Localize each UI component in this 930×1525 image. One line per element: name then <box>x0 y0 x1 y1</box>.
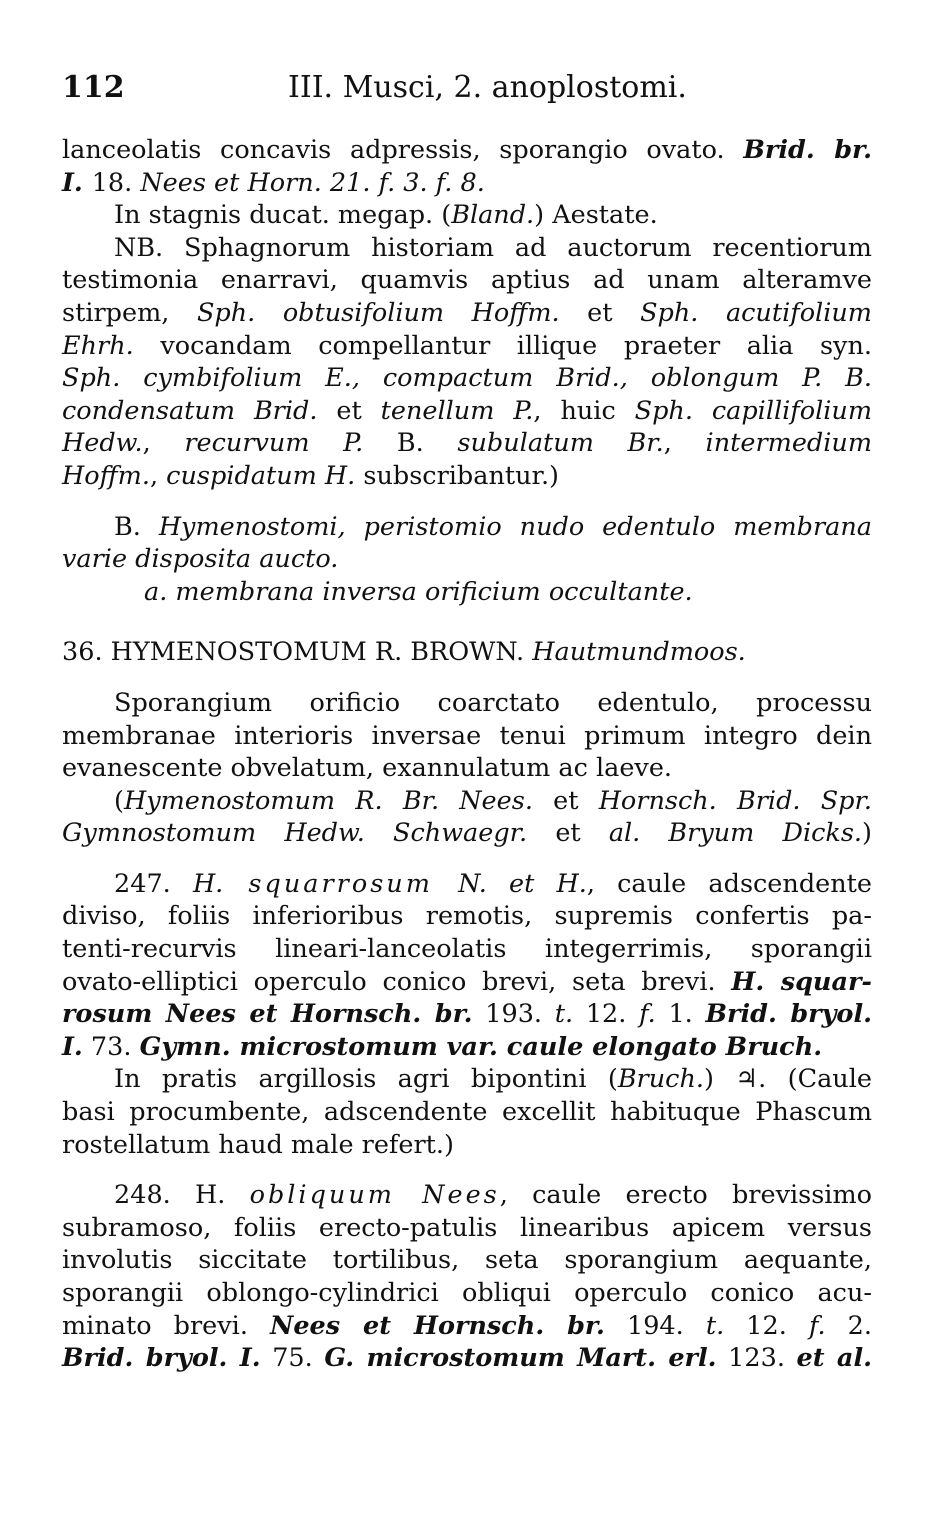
text-line: stirpem, Sph. obtusifolium Hoffm. et Sph. acutifolium <box>62 297 872 328</box>
page-body <box>62 134 872 1375</box>
text-line: membranae interioris inversae tenui primum integro dein <box>62 720 872 751</box>
text-line: ovato-elliptici operculo conico brevi, seta brevi. H. squar- <box>62 966 872 997</box>
page-header <box>62 66 868 110</box>
text-line: Brid. bryol. I. 75. G. microstomum Mart. erl. 123. et al. <box>62 1343 873 1374</box>
running-title: III. Musci, 2. anoplostomi. <box>288 70 687 105</box>
section-heading: B. Hymenostomi, peristomio nudo edentulo membrana <box>114 511 873 542</box>
text-line: I. 73. Gymn. microstomum var. caule elongato Bruch. <box>62 1031 823 1062</box>
spacer <box>62 608 872 636</box>
text-line: In stagnis ducat. megap. (Bland.) Aestate. <box>114 200 658 231</box>
species-entry-247: 247. H. squarrosum N. et H., caule adscendente <box>114 868 872 899</box>
section-heading: varie disposita aucto. <box>62 544 339 575</box>
text-line: I. 18. Nees et Horn. 21. f. 3. f. 8. <box>62 167 485 198</box>
spacer <box>62 850 872 868</box>
text-line: (Hymenostomum R. Br. Nees. et Hornsch. Brid. Spr. <box>114 785 872 816</box>
subsection-heading: a. membrana inversa orificium occultante. <box>144 576 693 607</box>
species-entry-248: 248. H. obliquum Nees, caule erecto brevissimo <box>114 1180 872 1211</box>
text-line: NB. Sphagnorum historiam ad auctorum recentiorum <box>114 232 872 263</box>
text-line: testimonia enarravi, quamvis aptius ad unam alteramve <box>62 265 872 296</box>
text-line: tenti-recurvis lineari-lanceolatis integerrimis, sporangii <box>62 934 872 965</box>
text-line: lanceolatis concavis adpressis, sporangio ovato. Brid. br. <box>62 135 873 165</box>
text-line: Sph. cymbifolium E., compactum Brid., oblongum P. B. <box>62 363 872 394</box>
text-line: sporangii oblongo-cylindrici obliqui operculo conico acu- <box>62 1278 872 1308</box>
text-line: minato brevi. Nees et Hornsch. br. 194. t. 12. f. 2. <box>62 1310 872 1341</box>
genus-heading: 36. HYMENOSTOMUM R. BROWN. Hautmundmoos. <box>62 637 746 668</box>
text-line: subramoso, foliis erecto-patulis linearibus apicem versus <box>62 1212 872 1243</box>
spacer <box>62 669 872 687</box>
text-line: evanescente obvelatum, exannulatum ac laeve. <box>62 753 673 784</box>
text-line: Sporangium orificio coarctato edentulo, processu <box>114 687 872 718</box>
text-line: basi procumbente, adscendente excellit habituque Phascum <box>62 1097 872 1128</box>
text-line: rosum Nees et Hornsch. br. 193. t. 12. f. 1. Brid. bryol. <box>62 999 873 1030</box>
text-line: diviso, foliis inferioribus remotis, supremis confertis pa- <box>62 901 872 932</box>
spacer <box>62 493 872 511</box>
spacer <box>62 1161 872 1179</box>
text-line: rostellatum haud male refert.) <box>62 1129 454 1160</box>
text-line: Gymnostomum Hedw. Schwaegr. et al. Bryum Dicks.) <box>62 818 872 849</box>
page-number: 112 <box>62 70 125 105</box>
text-line: Hedw., recurvum P. B. subulatum Br., intermedium <box>62 428 873 459</box>
text-line: Hoffm., cuspidatum H. subscribantur.) <box>62 460 559 491</box>
text-line: Ehrh. vocandam compellantur illique praeter alia syn. <box>62 330 872 361</box>
text-line: In pratis argillosis agri bipontini (Bruch.) ♃. (Caule <box>114 1064 872 1095</box>
text-line: condensatum Brid. et tenellum P., huic Sph. capillifolium <box>62 395 873 426</box>
text-line: involutis siccitate tortilibus, seta sporangium aequante, <box>62 1245 872 1276</box>
